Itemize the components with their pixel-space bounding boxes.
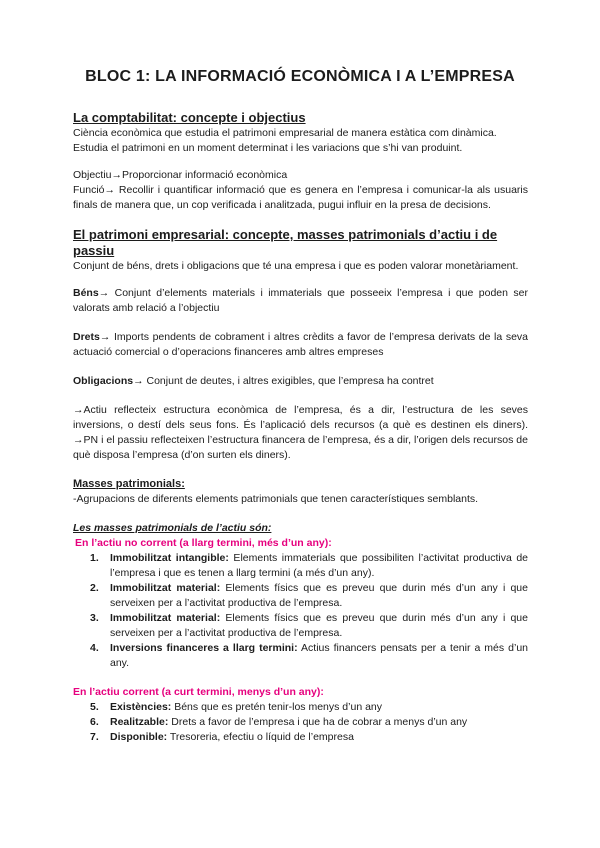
list-item (73, 581, 528, 611)
non-current-list (73, 551, 528, 671)
drets-term: Drets (73, 331, 100, 343)
section-heading-comptabilitat: La comptabilitat: concepte i objectius (73, 110, 306, 125)
list-item (73, 611, 528, 641)
list-item-term: Disponible: (110, 731, 168, 743)
obligacions-text: → Conjunt de deutes, i altres exigibles, que l’empresa ha contret (133, 375, 434, 387)
obligacions-paragraph (73, 374, 528, 389)
list-item-text: Elements immaterials que possibiliten l’activitat productiva de l’empresa i que es tenen a llarg termini (a més d’un any). (110, 552, 529, 579)
masses-actiu-subheading: Les masses patrimonials de l’actiu són: (73, 522, 272, 534)
list-item-number: 1. (90, 552, 99, 564)
bens-term: Béns (73, 287, 99, 299)
actiu-passiu-paragraph: →Actiu reflecteix estructura econòmica de l’empresa, és a dir, l’estructura de les seves inversions, o destí dels seus fons. És l’aplicació dels recursos (a què es destinen els diners). →PN i el passiu reflecteixen l’estructura financera de l’empresa, és a dir, l’origen dels recursos de què disposa l’empresa (d’on surten els diners). (73, 404, 528, 461)
list-item-term: Inversions financeres a llarg termini: (110, 642, 298, 654)
list-item-text: Béns que es pretén tenir-los menys d’un any (171, 701, 382, 713)
section-heading-patrimoni: El patrimoni empresarial: concepte, masses patrimonials d’actiu i de passiu (73, 227, 498, 258)
list-item (73, 641, 528, 671)
list-item-text: Elements físics que es preveu que durin més d’un any i que serveixen per a l’activitat productiva de l’empresa. (110, 582, 528, 609)
page-title: BLOC 1: LA INFORMACIÓ ECONÒMICA I A L’EMPRESA (85, 68, 515, 85)
list-item-term: Immobilitzat material: (110, 582, 221, 594)
current-list (73, 700, 528, 745)
list-item-term: Immobilitzat material: (110, 612, 221, 624)
list-item-number: 5. (90, 701, 99, 713)
list-item-number: 6. (90, 716, 99, 728)
list-item-text: Tresoreria, efectiu o líquid de l’empresa (167, 731, 354, 743)
list-item-number: 4. (90, 642, 99, 654)
list-item (73, 700, 528, 715)
list-item-text: Actius financers pensats per a tenir a més d’un any. (110, 642, 529, 669)
list-item-text: Drets a favor de l’empresa i que ha de cobrar a menys d’un any (168, 716, 468, 728)
drets-text: → Imports pendents de cobrament i altres crèdits a favor de l’empresa derivats de la seva actuació comercial o d’operacions financeres amb altres empreses (73, 331, 528, 358)
list-item-number: 2. (90, 582, 99, 594)
list-item-term: Immobilitzat intangible: (110, 552, 229, 564)
objective-line: Objectiu→Proporcionar informació econòmica (73, 169, 288, 181)
list-item-term: Realitzable: (110, 716, 169, 728)
masses-heading: Masses patrimonials: (73, 478, 185, 490)
list-item-term: Existències: (110, 701, 172, 713)
list-item-number: 3. (90, 612, 99, 624)
document-body (73, 110, 528, 745)
list-item (73, 715, 528, 730)
masses-definition: -Agrupacions de diferents elements patrimonials que tenen característiques semblants. (73, 493, 479, 505)
drets-paragraph (73, 330, 528, 360)
patrimoni-intro: Conjunt de béns, drets i obligacions que té una empresa i que es poden valorar monetàriament. (73, 260, 519, 272)
bens-text: → Conjunt d’elements materials i immaterials que posseeix l’empresa i que poden ser valorats amb relació a l’objectiu (73, 287, 528, 314)
list-item (73, 551, 528, 581)
bens-paragraph (73, 286, 528, 316)
list-item-text: Elements físics que es preveu que durin més d’un any i que serveixen per a l’activitat productiva de l’empresa. (110, 612, 528, 639)
comptabilitat-definition: Ciència econòmica que estudia el patrimoni empresarial de manera estàtica com dinàmica. Estudia el patrimoni en un moment determinat i les variacions que s’hi van produint. (73, 127, 497, 154)
list-item-number: 7. (90, 731, 99, 743)
function-line: Funció→ Recollir i quantificar informació que es genera en l’empresa i comunicar-la als usuaris finals de manera que, un cop verificada i analitzada, pugui influir en la presa de decisions. (73, 184, 528, 211)
list-item (73, 730, 528, 745)
non-current-heading: En l’actiu no corrent (a llarg termini, més d’un any): (75, 537, 332, 549)
current-heading: En l’actiu corrent (a curt termini, menys d’un any): (73, 686, 324, 698)
obligacions-term: Obligacions (73, 375, 134, 387)
